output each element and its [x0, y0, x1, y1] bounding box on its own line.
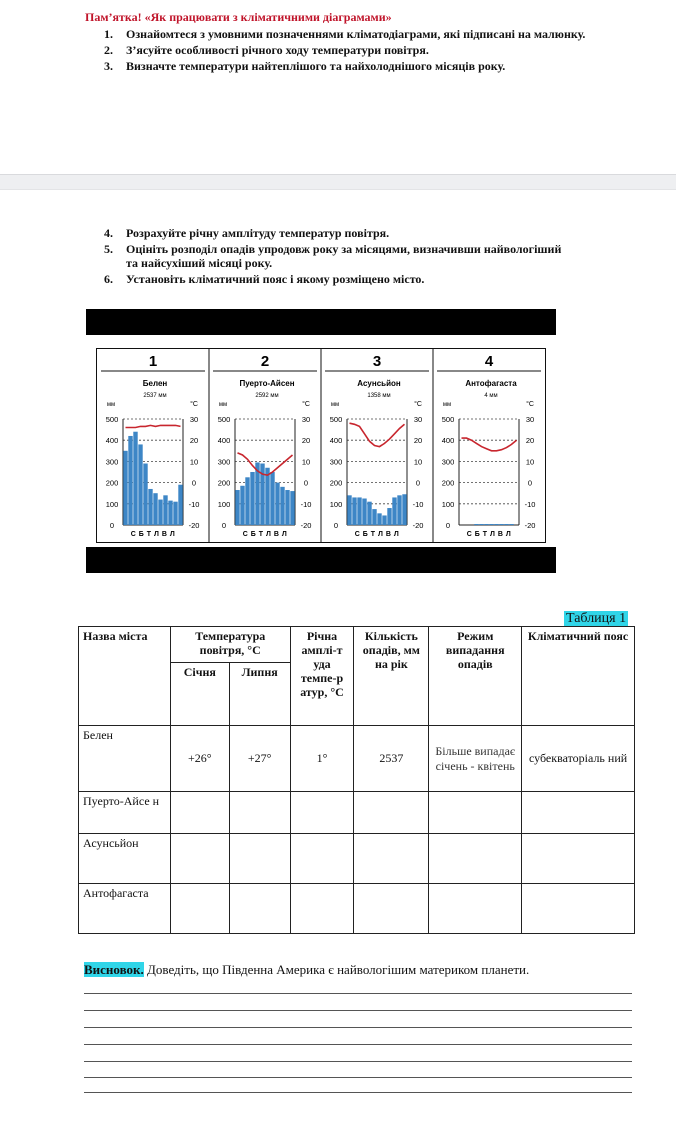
precip-bar — [173, 502, 177, 525]
table-row — [79, 726, 635, 792]
left-tick-label: 500 — [329, 415, 343, 424]
cell-july[interactable] — [229, 792, 290, 834]
left-tick-label: 0 — [109, 521, 115, 530]
right-tick-label: 20 — [525, 436, 535, 446]
right-tick-label: 20 — [413, 436, 423, 446]
precip-bar — [484, 524, 488, 525]
left-tick-label: 200 — [105, 478, 119, 488]
cell-city: Асунсьйон — [79, 834, 171, 884]
climate-diagrams-panel — [96, 348, 546, 543]
right-tick-label: 30 — [301, 415, 311, 424]
left-tick-label: 500 — [105, 415, 119, 424]
left-tick-label: 400 — [329, 436, 343, 446]
precip-total-label: 4 мм — [484, 393, 498, 399]
panel-number: 4 — [484, 353, 494, 370]
cell-amplitude[interactable] — [290, 792, 354, 834]
panel-number: 1 — [148, 353, 158, 370]
unit-mm-label: мм — [442, 402, 452, 408]
month-axis-label: С Б Т Л В Л — [242, 531, 288, 538]
cell-july[interactable] — [229, 834, 290, 884]
redaction-bar-bottom — [86, 547, 556, 573]
cell-precip[interactable]: 2537 — [354, 726, 429, 792]
right-tick-label: 30 — [525, 415, 535, 424]
answer-line[interactable] — [84, 993, 632, 994]
month-axis-label: С Б Т Л В Л — [354, 531, 400, 538]
right-tick-label: -10 — [300, 499, 312, 509]
header-amplitude: Річна амплі-т уда темпе-р атур, °С — [290, 627, 354, 726]
right-tick-label: 10 — [413, 457, 423, 467]
left-tick-label: 500 — [217, 415, 231, 424]
cell-regime[interactable] — [429, 834, 522, 884]
unit-c-label: °C — [526, 401, 534, 408]
city-label: Белен — [142, 379, 168, 388]
cell-amplitude[interactable] — [290, 884, 354, 934]
cell-precip[interactable] — [354, 884, 429, 934]
precip-total-label: 2592 мм — [255, 393, 279, 399]
left-tick-label: 300 — [441, 457, 455, 467]
header-precip: Кількість опадів, мм на рік — [354, 627, 429, 726]
cell-climate[interactable] — [522, 884, 635, 934]
precip-bar — [250, 472, 254, 525]
precip-bar — [387, 508, 391, 525]
right-tick-label: -10 — [412, 499, 424, 509]
precip-bar — [367, 502, 371, 525]
cell-city: Пуерто-Айсе н — [79, 792, 171, 834]
steps-list-bottom — [104, 226, 564, 288]
left-tick-label: 300 — [105, 457, 119, 467]
left-tick-label: 400 — [441, 436, 455, 446]
conclusion — [84, 962, 529, 978]
unit-mm-label: мм — [330, 402, 340, 408]
left-tick-label: 100 — [105, 499, 119, 509]
cell-january[interactable]: +26° — [170, 726, 229, 792]
results-table — [78, 626, 635, 934]
left-tick-label: 300 — [217, 457, 231, 467]
right-tick-label: 30 — [189, 415, 199, 424]
cell-city: Антофагаста — [79, 884, 171, 934]
left-tick-label: 500 — [441, 415, 455, 424]
answer-line[interactable] — [84, 1061, 632, 1062]
unit-mm-label: мм — [218, 402, 228, 408]
step-item: 5. Оцініть розподіл опадів упродовж року за місяцями, визначивши найвологіший та найсухіший місяці року. — [104, 242, 562, 270]
answer-line[interactable] — [84, 1010, 632, 1011]
temperature-line — [238, 453, 293, 475]
precip-bar — [372, 509, 376, 525]
precip-total-label: 1358 мм — [367, 393, 391, 399]
unit-c-label: °C — [414, 401, 422, 408]
right-tick-label: 0 — [415, 478, 421, 488]
right-tick-label: -10 — [188, 499, 200, 509]
unit-c-label: °C — [190, 401, 198, 408]
precip-bar — [148, 489, 152, 525]
precip-bar — [265, 468, 269, 525]
precip-bar — [178, 485, 182, 525]
temperature-line — [350, 423, 405, 446]
precip-bar — [499, 524, 503, 525]
city-label: Антофагаста — [465, 379, 517, 388]
cell-amplitude[interactable] — [290, 834, 354, 884]
cell-regime[interactable]: Більше випадає січень - квітень — [429, 726, 522, 792]
month-axis-label: С Б Т Л В Л — [130, 531, 176, 538]
table-row — [79, 834, 635, 884]
step-item: 2. З’ясуйте особливості річного ходу температури повітря. — [104, 43, 429, 57]
precip-bar — [270, 472, 274, 525]
cell-climate[interactable] — [522, 792, 635, 834]
cell-january[interactable] — [170, 792, 229, 834]
precip-bar — [143, 464, 147, 525]
right-tick-label: 10 — [189, 457, 199, 467]
left-tick-label: 100 — [329, 499, 343, 509]
precip-bar — [474, 524, 478, 525]
answer-line[interactable] — [84, 1077, 632, 1078]
right-tick-label: -20 — [300, 521, 312, 530]
right-tick-label: -10 — [524, 499, 536, 509]
cell-january[interactable] — [170, 834, 229, 884]
precip-bar — [240, 486, 244, 525]
precip-bar — [285, 490, 289, 525]
right-tick-label: 0 — [527, 478, 533, 488]
cell-regime[interactable] — [429, 884, 522, 934]
step-item: 3. Визначте температури найтеплішого та найхолоднішого місяців року. — [104, 59, 506, 73]
precip-bar — [504, 524, 508, 525]
answer-line[interactable] — [84, 1027, 632, 1028]
right-tick-label: 20 — [301, 436, 311, 446]
table-row — [79, 792, 635, 834]
cell-july[interactable] — [229, 884, 290, 934]
precip-bar — [128, 436, 132, 525]
left-tick-label: 0 — [445, 521, 451, 530]
precip-bar — [280, 487, 284, 525]
left-tick-label: 0 — [221, 521, 227, 530]
precip-bar — [382, 515, 386, 525]
precip-bar — [153, 493, 157, 525]
climate-diagrams-svg — [97, 349, 545, 542]
steps-list-top — [104, 27, 624, 75]
conclusion-text: Доведіть, що Південна Америка є найвологішим материком планети. — [143, 962, 530, 977]
precip-bar — [362, 499, 366, 526]
cell-july[interactable]: +27° — [229, 726, 290, 792]
precip-bar — [245, 477, 249, 525]
month-axis-label: С Б Т Л В Л — [466, 531, 512, 538]
precip-bar — [158, 500, 162, 525]
right-tick-label: 0 — [191, 478, 197, 488]
step-item: 1. Ознайомтеся з умовними позначеннями кліматодіаграми, які підписані на малюнку. — [104, 27, 586, 41]
precip-bar — [397, 495, 401, 525]
header-regime: Режим випадання опадів — [429, 627, 522, 726]
unit-mm-label: мм — [106, 402, 116, 408]
page-break-band — [0, 174, 676, 190]
right-tick-label: -20 — [524, 521, 536, 530]
right-tick-label: 0 — [303, 478, 309, 488]
answer-line[interactable] — [84, 1044, 632, 1045]
table-caption: Таблиця 1 — [566, 611, 627, 626]
unit-c-label: °C — [302, 401, 310, 408]
city-label: Асунсьйон — [357, 379, 401, 388]
redaction-bar-top — [86, 309, 556, 335]
city-label: Пуерто-Айсен — [239, 379, 295, 388]
header-january: Січня — [170, 663, 229, 726]
step-item: 4. Розрахуйте річну амплітуду температур повітря. — [104, 226, 390, 240]
precip-bar — [275, 483, 279, 525]
cell-january[interactable] — [170, 884, 229, 934]
cell-amplitude[interactable]: 1° — [290, 726, 354, 792]
precip-bar — [489, 524, 493, 525]
answer-line[interactable] — [84, 1092, 632, 1093]
precip-bar — [133, 432, 137, 525]
right-tick-label: 30 — [413, 415, 423, 424]
precip-bar — [479, 524, 483, 525]
precip-bar — [163, 495, 167, 525]
cell-climate[interactable] — [522, 834, 635, 884]
left-tick-label: 400 — [105, 436, 119, 446]
precip-bar — [392, 497, 396, 525]
precip-bar — [235, 490, 239, 525]
left-tick-label: 200 — [441, 478, 455, 488]
conclusion-label: Висновок. — [84, 962, 144, 977]
precip-bar — [138, 444, 142, 525]
header-temperature: Температура повітря, °С — [170, 627, 290, 663]
header-july: Липня — [229, 663, 290, 726]
header-climate: Кліматичний пояс — [522, 627, 635, 726]
table-row — [79, 884, 635, 934]
left-tick-label: 0 — [333, 521, 339, 530]
right-tick-label: -20 — [188, 521, 200, 530]
left-tick-label: 100 — [441, 499, 455, 509]
precip-bar — [402, 494, 406, 525]
precip-bar — [168, 501, 172, 525]
precip-bar — [352, 497, 356, 525]
panel-number: 3 — [372, 353, 382, 370]
right-tick-label: 10 — [301, 457, 311, 467]
precip-bar — [290, 491, 294, 525]
cell-city: Белен — [79, 726, 171, 792]
left-tick-label: 300 — [329, 457, 343, 467]
precip-bar — [509, 524, 513, 525]
cell-precip[interactable] — [354, 792, 429, 834]
precip-total-label: 2537 мм — [143, 393, 167, 399]
precip-bar — [123, 451, 127, 525]
left-tick-label: 100 — [217, 499, 231, 509]
right-tick-label: 10 — [525, 457, 535, 467]
precip-bar — [347, 495, 351, 525]
precip-bar — [357, 497, 361, 525]
left-tick-label: 200 — [217, 478, 231, 488]
cell-precip[interactable] — [354, 834, 429, 884]
precip-bar — [494, 524, 498, 525]
step-item: 6. Установіть кліматичний пояс і якому розміщено місто. — [104, 272, 425, 286]
left-tick-label: 200 — [329, 478, 343, 488]
right-tick-label: -20 — [412, 521, 424, 530]
header-city: Назва міста — [79, 627, 171, 726]
memo-title: Пам’ятка! «Як працювати з кліматичними діаграмами» — [85, 10, 392, 24]
left-tick-label: 400 — [217, 436, 231, 446]
right-tick-label: 20 — [189, 436, 199, 446]
panel-number: 2 — [260, 353, 270, 370]
cell-climate[interactable]: субекваторіаль ний — [522, 726, 635, 792]
temperature-line — [126, 425, 181, 427]
cell-regime[interactable] — [429, 792, 522, 834]
precip-bar — [377, 513, 381, 525]
